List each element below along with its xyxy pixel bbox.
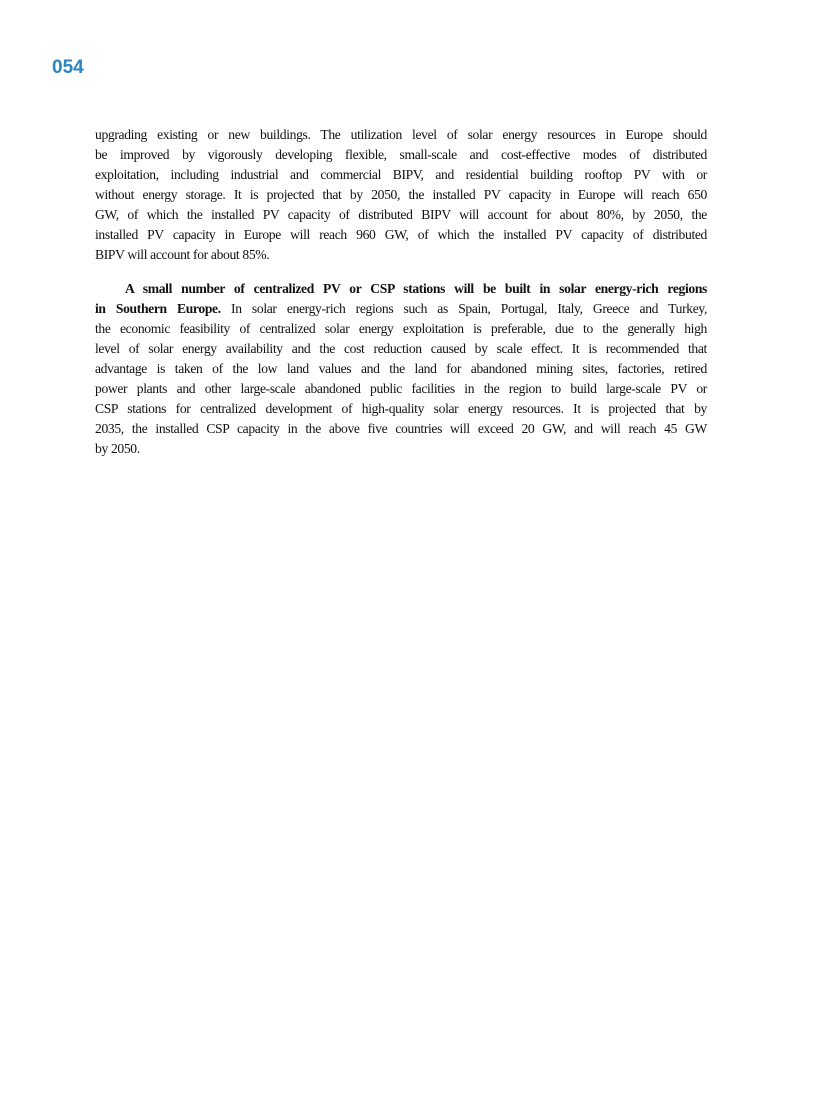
text-line: advantage is taken of the low land values and the land for abandoned mining sites, factories, retired	[95, 361, 707, 376]
bold-heading-part1: A small number of centralized PV or CSP stations will be built in solar energy-rich regions	[125, 281, 707, 296]
text-line: be improved by vigorously developing flexible, small-scale and cost-effective modes of distributed	[95, 147, 707, 162]
text-line	[95, 299, 707, 319]
text-line: without energy storage. It is projected that by 2050, the installed PV capacity in Europe will reach 650	[95, 187, 707, 202]
text-line: upgrading existing or new buildings. The utilization level of solar energy resources in Europe should	[95, 127, 707, 142]
paragraph-distributed-pv	[95, 125, 707, 265]
text-line: exploitation, including industrial and commercial BIPV, and residential building rooftop PV with or	[95, 167, 707, 182]
text-line: by 2050.	[95, 441, 140, 456]
text-line: level of solar energy availability and the cost reduction caused by scale effect. It is recommended that	[95, 341, 707, 356]
text-span: In solar energy-rich regions such as Spain, Portugal, Italy, Greece and Turkey,	[220, 301, 707, 316]
text-line: CSP stations for centralized development of high-quality solar energy resources. It is projected that by	[95, 401, 707, 416]
text-line: GW, of which the installed PV capacity of distributed BIPV will account for about 80%, by 2050, the	[95, 207, 707, 222]
page-number: 054	[52, 57, 84, 78]
paragraph-centralized-pv-csp	[95, 279, 707, 459]
bold-heading-part2: in Southern Europe.	[95, 301, 221, 316]
text-line: installed PV capacity in Europe will reach 960 GW, of which the installed PV capacity of distributed	[95, 227, 707, 242]
text-line	[95, 279, 707, 299]
text-line: BIPV will account for about 85%.	[95, 247, 270, 262]
text-line: power plants and other large-scale abandoned public facilities in the region to build large-scale PV or	[95, 381, 707, 396]
text-line: 2035, the installed CSP capacity in the above five countries will exceed 20 GW, and will reach 45 GW	[95, 421, 707, 436]
text-line: the economic feasibility of centralized solar energy exploitation is preferable, due to the generally high	[95, 321, 707, 336]
